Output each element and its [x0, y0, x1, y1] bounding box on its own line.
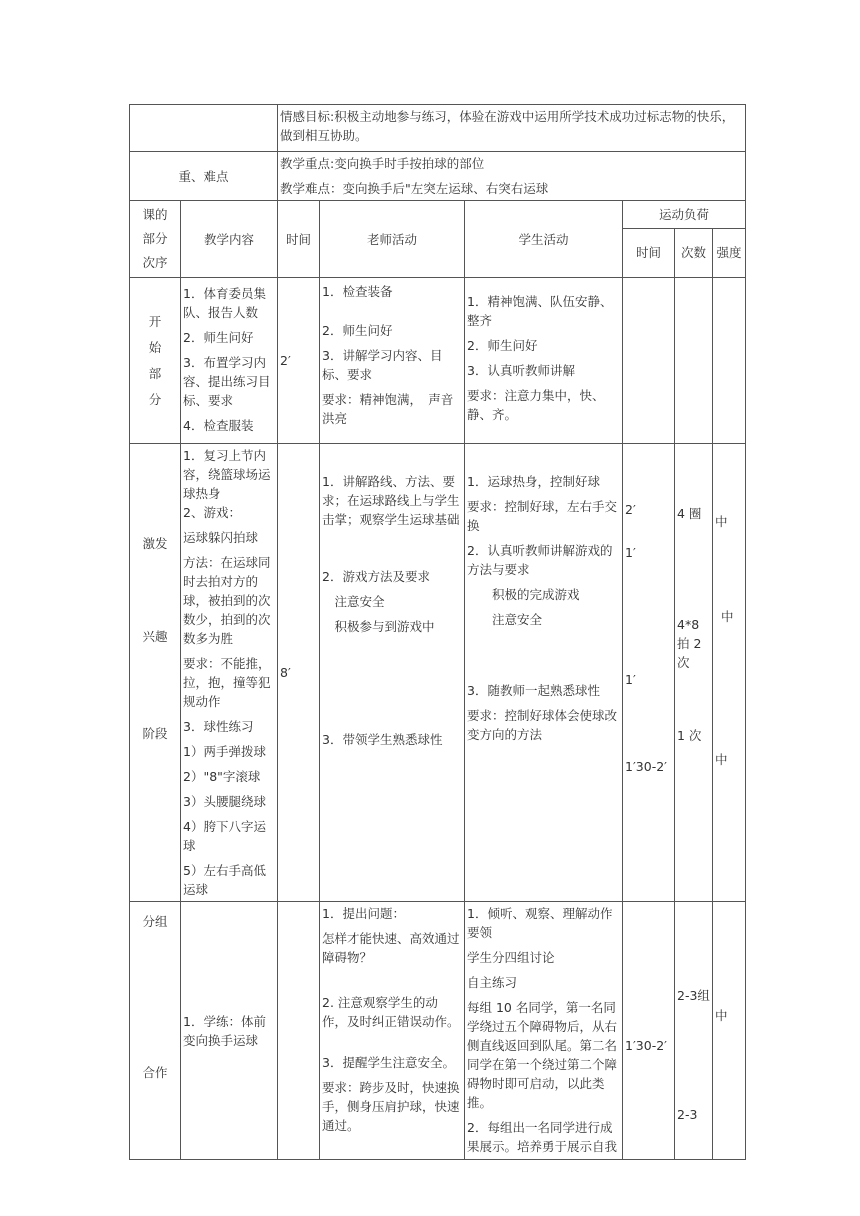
- header-time: 时间: [278, 201, 320, 278]
- load-count-warmup: 4 圈 4*8拍 2次 1 次: [675, 444, 713, 902]
- lesson-plan-table: [129, 104, 746, 1160]
- section-warmup: 激发 兴趣 阶段: [130, 444, 181, 902]
- header-row: [130, 201, 746, 229]
- row-start: [130, 278, 746, 444]
- content-warmup: 1．复习上节内容，绕篮球场运球热身 2、游戏： 运球躲闪拍球 方法：在运球同时去拍对方的球，被拍到的次数少，拍到的次数多为胜 要求：不能推，拉，抱，撞等犯规动作 3．球性练习 1）两手弹拨球 2）"8"字滚球 3）头腰腿绕球 4）胯下八字运球 5）左右手高低运球: [181, 444, 278, 902]
- key-difficulty: 教学难点：变向换手后"左突左运球、右突右运球: [280, 181, 549, 196]
- student-group: 1．倾听、观察、理解动作要领 学生分四组讨论 自主练习 每组 10 名同学，第一名同学绕过五个障碍物后，从右侧直线返回到队尾。第二名同学在第一个绕过第二个障碍物时即可启动，以此类推。 2．每组出一名同学进行成果展示。培养勇于展示自我: [465, 902, 623, 1160]
- student-start: 1．精神饱满、队伍安静、整齐 2．师生问好 3．认真听教师讲解 要求：注意力集中，快、静、齐。: [465, 278, 623, 444]
- load-intensity-warmup: 中 中 中: [713, 444, 746, 902]
- student-warmup: 1．运球热身，控制好球 要求：控制好球，左右手交换 2．认真听教师讲解游戏的方法与要求 积极的完成游戏 注意安全 3．随教师一起熟悉球性 要求：控制好球体会使球改变方向的方法: [465, 444, 623, 902]
- header-load: 运动负荷: [623, 201, 746, 229]
- key-focus: 教学重点:变向换手时手按拍球的部位: [280, 156, 485, 171]
- content-start: 1．体育委员集队、报告人数 2．师生问好 3．布置学习内容、提出练习目标、要求 4．检查服装: [181, 278, 278, 444]
- load-intensity-group: 中: [713, 902, 746, 1160]
- goals-row: [130, 105, 746, 152]
- load-time-group: 1′30-2′: [623, 902, 675, 1160]
- header-section-order: 课的 部分 次序: [130, 201, 181, 278]
- header-teacher: 老师活动: [320, 201, 465, 278]
- key-points-row: [130, 152, 746, 201]
- section-start: 开 始 部 分: [130, 278, 181, 444]
- header-load-intensity: 强度: [713, 228, 746, 277]
- header-load-time: 时间: [623, 228, 675, 277]
- content-group: 1．学练：体前变向换手运球: [181, 902, 278, 1160]
- row-group: [130, 902, 746, 1160]
- header-student: 学生活动: [465, 201, 623, 278]
- teacher-warmup: 1．讲解路线、方法、要求；在运球路线上与学生击掌；观察学生运球基础 2．游戏方法及要求 注意安全 积极参与到游戏中 3．带领学生熟悉球性: [320, 444, 465, 902]
- header-load-count: 次数: [675, 228, 713, 277]
- section-group: 分组 合作: [130, 902, 181, 1160]
- header-content: 教学内容: [181, 201, 278, 278]
- time-start: 2′: [278, 278, 320, 444]
- time-warmup: 8′: [278, 444, 320, 902]
- teacher-start: 1．检查装备 2．师生问好 3．讲解学习内容、目标、要求 要求：精神饱满， 声音洪亮: [320, 278, 465, 444]
- emotion-goal: 情感目标:积极主动地参与练习，体验在游戏中运用所学技术成功过标志物的快乐，做到相互协助。: [278, 105, 746, 152]
- row-warmup: [130, 444, 746, 902]
- teacher-group: 1．提出问题： 怎样才能快速、高效通过障碍物？ 2. 注意观察学生的动作，及时纠正错误动作。 3．提醒学生注意安全。 要求：跨步及时，快速换手，侧身压肩护球，快速通过。: [320, 902, 465, 1160]
- load-count-group: 2-3组 2-3: [675, 902, 713, 1160]
- key-points-label: 重、难点: [130, 152, 278, 201]
- load-time-warmup: 2′ 1′ 1′ 1′30-2′: [623, 444, 675, 902]
